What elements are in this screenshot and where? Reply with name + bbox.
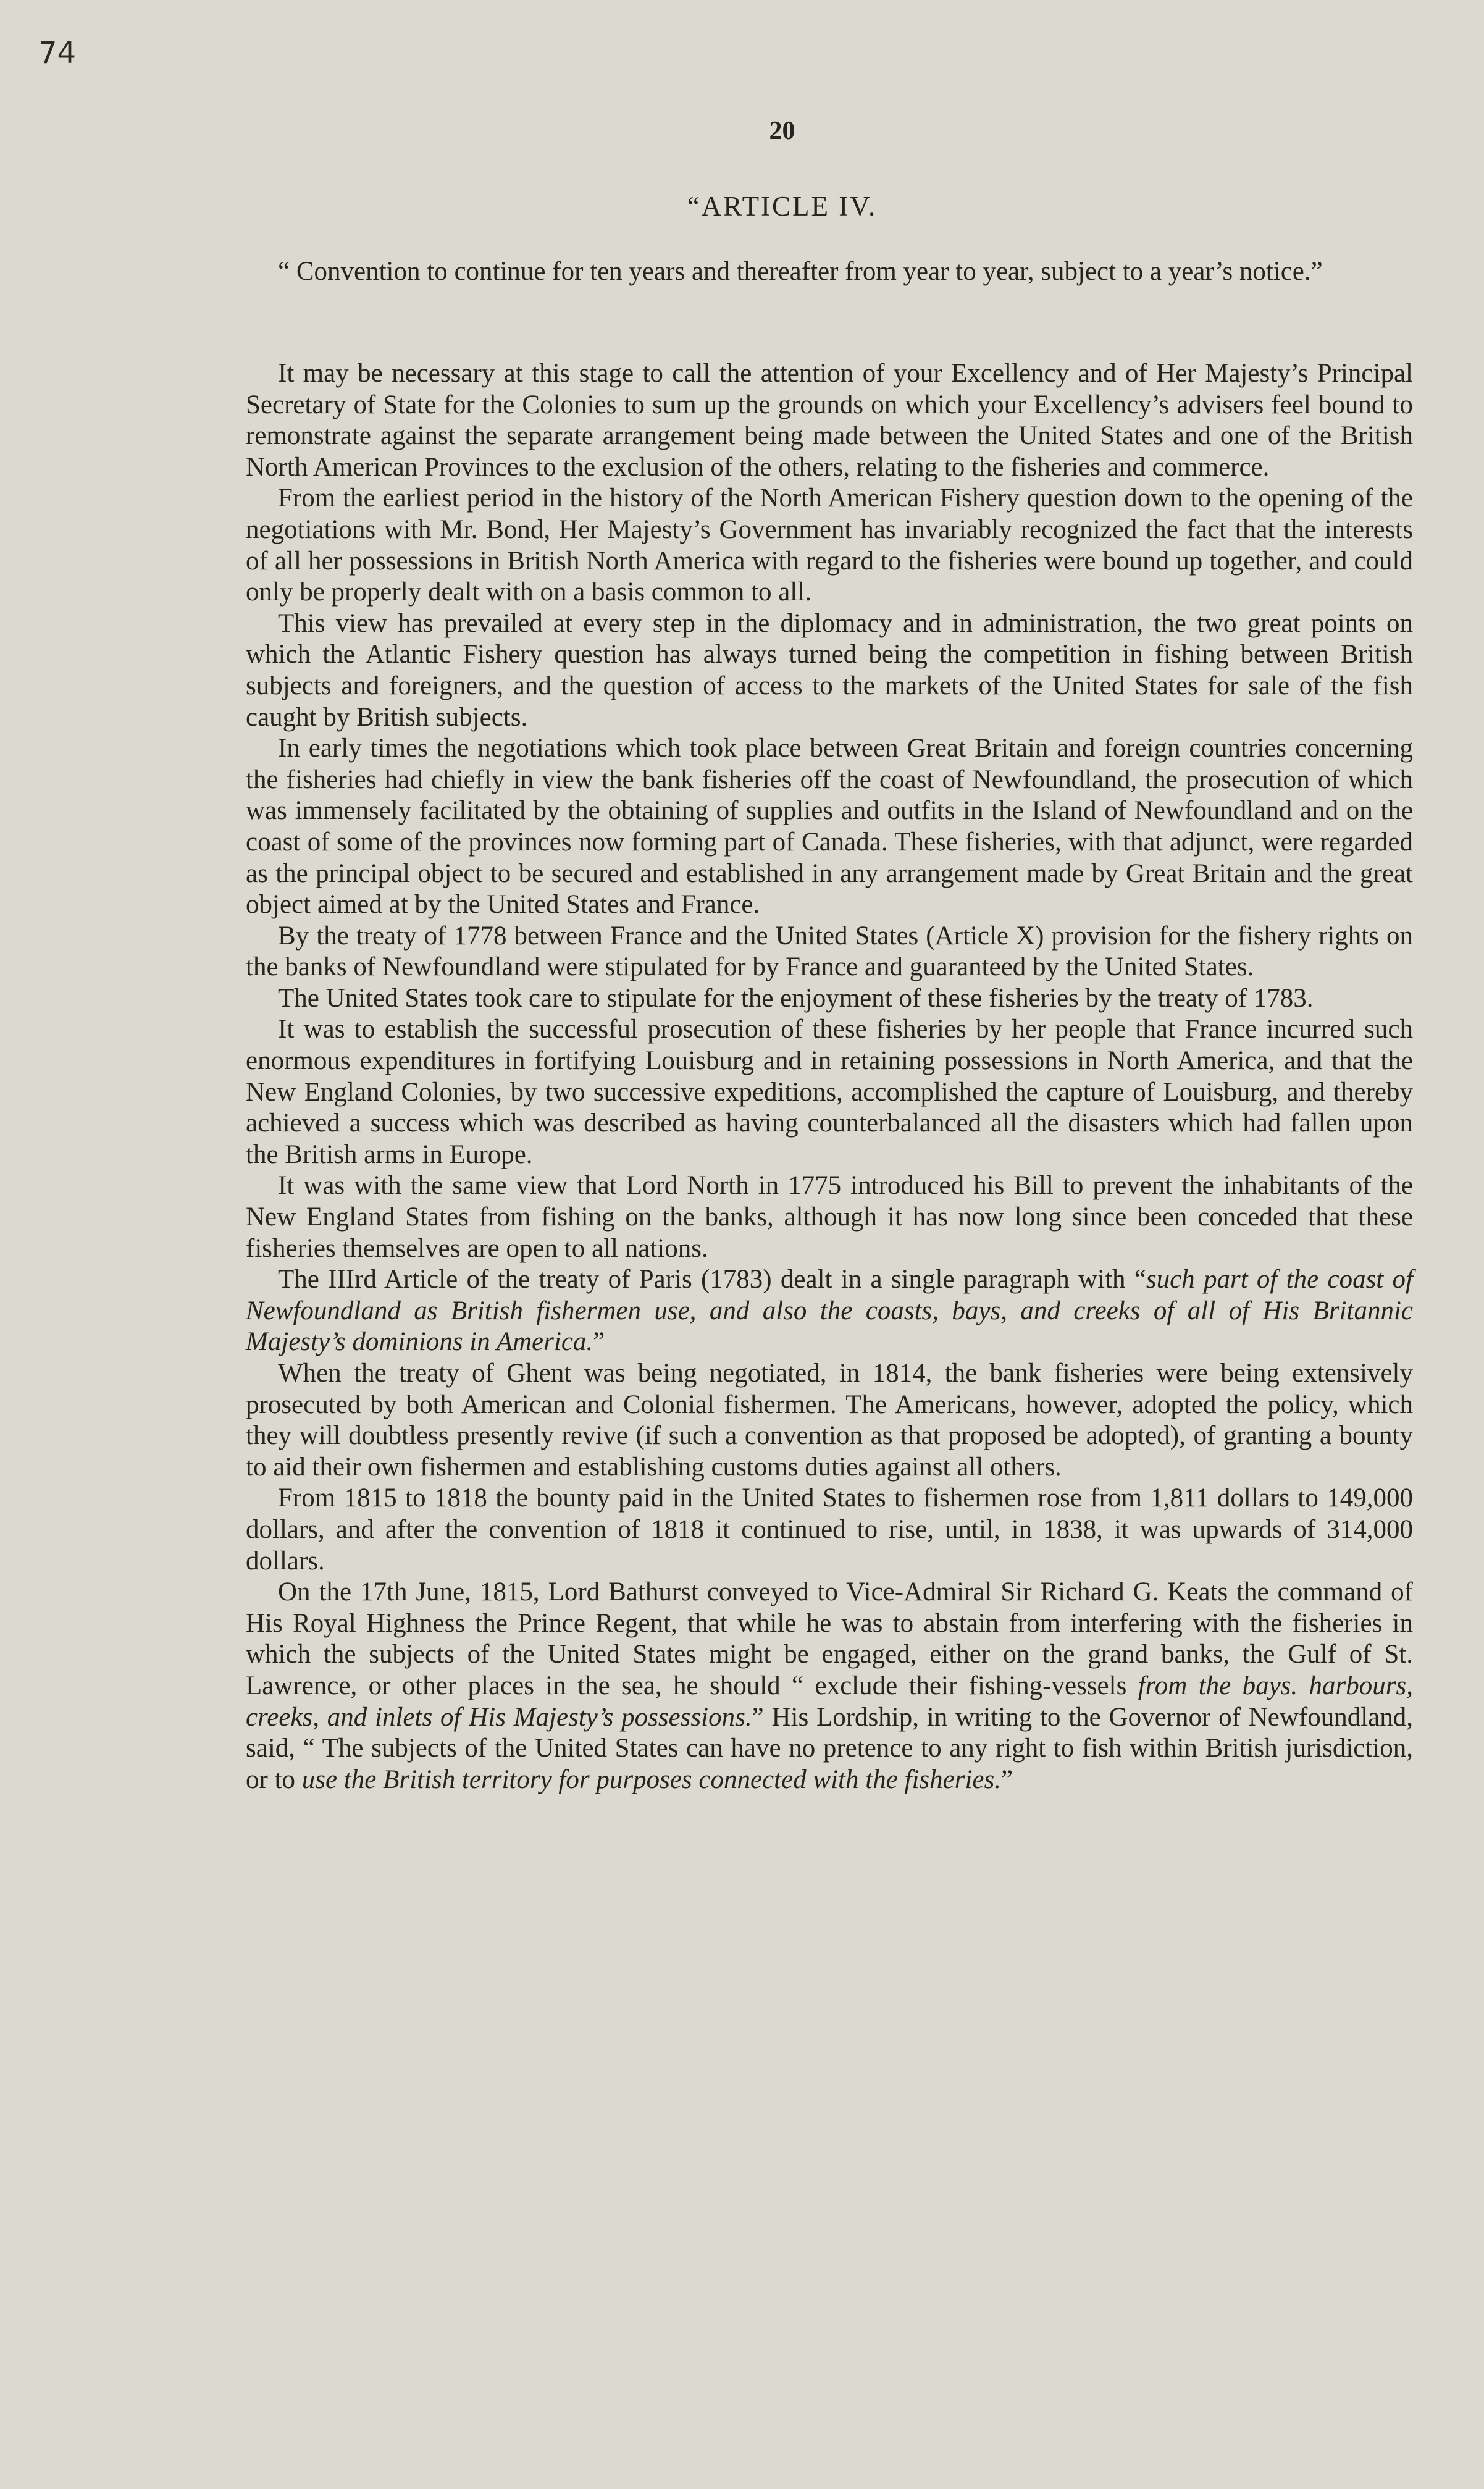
paragraph — [246, 1170, 1413, 1264]
paragraph-text: The IIIrd Article of the treaty of Paris (1783) dealt in a single paragraph with “ — [278, 1265, 1146, 1295]
paragraph — [246, 921, 1413, 983]
paragraph — [246, 733, 1413, 921]
printed-page-number: 20 — [769, 117, 795, 145]
body-text — [246, 358, 1413, 1795]
paragraph-text: From 1815 to 1818 the bounty paid in the United States to fishermen rose from 1,811 dollars to 149,000 dollars, and after the convention of 1818 it continued to rise, until, in 1838, it was upwards of 314,000 dollars. — [246, 1484, 1413, 1576]
paragraph — [246, 1483, 1413, 1577]
paragraph — [246, 483, 1413, 608]
paragraph-text: When the treaty of Ghent was being negotiated, in 1814, the bank fisheries were being extensively prosecuted by both American and Colonial fishermen. The Americans, however, adopted the policy, which they will doubtless presently revive (if such a convention as that proposed be adopted), of granting a bounty to aid their own fishermen and establishing customs duties against all others. — [246, 1359, 1413, 1482]
paragraph — [246, 1014, 1413, 1170]
paragraph — [246, 1358, 1413, 1483]
paragraph — [246, 1264, 1413, 1358]
paragraph — [246, 983, 1413, 1015]
quoted-letter-text: use the British territory for purposes connected with the fisheries. — [301, 1765, 1001, 1794]
paragraph-text: On the 17th June, 1815, Lord Bathurst conveyed to Vice-Admiral Sir Richard G. Keats the command of His Royal Highness the Prince Regent, that while he was to abstain from interfering with the fisheries in which the subjects of the United States might be engaged, either on the grand banks, the Gulf of St. Lawrence, or other places in the sea, he should “ exclude their fishing-vessels — [246, 1577, 1413, 1700]
paragraph-text: This view has prevailed at every step in the diplomacy and in administration, the two great points on which the Atlantic Fishery question has always turned being the competition in fishing between British subjects and foreigners, and the question of access to the markets of the United States for sale of the fish caught by British subjects. — [246, 608, 1413, 732]
paragraph-text-tail: ” — [1001, 1765, 1013, 1794]
paragraph-text-tail: ” His Lordship, in writing to the Governor of Newfoundland, said, “ The subjects of the United States can have no pretence to any right to fish within British jurisdiction, or to — [246, 1702, 1413, 1794]
article-heading: “ARTICLE IV. — [687, 191, 878, 222]
paragraph — [246, 1577, 1413, 1795]
paragraph — [246, 358, 1413, 483]
paragraph-text: It was to establish the successful prosecution of these fisheries by her people that France incurred such enormous expenditures in fortifying Louisburg and in retaining possessions in North America, and that the New England Colonies, by two successive expeditions, accomplished the capture of Louisburg, and thereby achieved a success which was described as having counterbalanced all the disasters which had fallen upon the British arms in Europe. — [246, 1015, 1413, 1169]
paragraph-text: It was with the same view that Lord North in 1775 introduced his Bill to prevent the inhabitants of the New England States from fishing on the banks, although it has now long since been conceded that these fisheries themselves are open to all nations. — [246, 1171, 1413, 1263]
paragraph — [246, 608, 1413, 733]
quoted-command-text: from the bays. harbours, creeks, and inlets of His Majesty’s possessions. — [246, 1671, 1413, 1732]
paragraph-text: By the treaty of 1778 between France and the United States (Article X) provision for the fishery rights on the banks of Newfoundland were stipulated for by France and guaranteed by the United States. — [246, 921, 1413, 982]
paragraph-text: In early times the negotiations which took place between Great Britain and foreign countries concerning the fisheries had chiefly in view the bank fisheries off the coast of Newfoundland, the prosecution of which was immensely facilitated by the obtaining of supplies and outfits in the Island of Newfoundland and on the coast of some of the provinces now forming part of Canada. These fisheries, with that adjunct, were regarded as the principal object to be secured and established in any arrangement made by Great Britain and the great object aimed at by the United States and France. — [246, 734, 1413, 920]
quoted-treaty-text: such part of the coast of Newfoundland as British fishermen use, and also the coasts, bays, and creeks of all of His Britannic Majesty’s dominions in America. — [246, 1265, 1413, 1357]
article-quote: “ Convention to continue for ten years and thereafter from year to year, subject to a year’s notice.” — [278, 257, 1323, 286]
paragraph-text: From the earliest period in the history of the North American Fishery question down to the opening of the negotiations with Mr. Bond, Her Majesty’s Government has invariably recognized the fact that the interests of all her possessions in British North America with regard to the fisheries were bound up together, and could only be properly dealt with on a basis common to all. — [246, 484, 1413, 607]
archive-page-number: 74 — [38, 36, 77, 70]
paragraph-text-tail: ” — [593, 1327, 605, 1357]
paragraph-text: It may be necessary at this stage to call the attention of your Excellency and of Her Majesty’s Principal Secretary of State for the Colonies to sum up the grounds on which your Excellency’s advisers feel bound to remonstrate against the separate arrangement being made between the United States and one of the British North American Provinces to the exclusion of the others, relating to the fisheries and commerce. — [246, 359, 1413, 482]
paragraph-text: The United States took care to stipulate for the enjoyment of these fisheries by the treaty of 1783. — [278, 983, 1314, 1013]
